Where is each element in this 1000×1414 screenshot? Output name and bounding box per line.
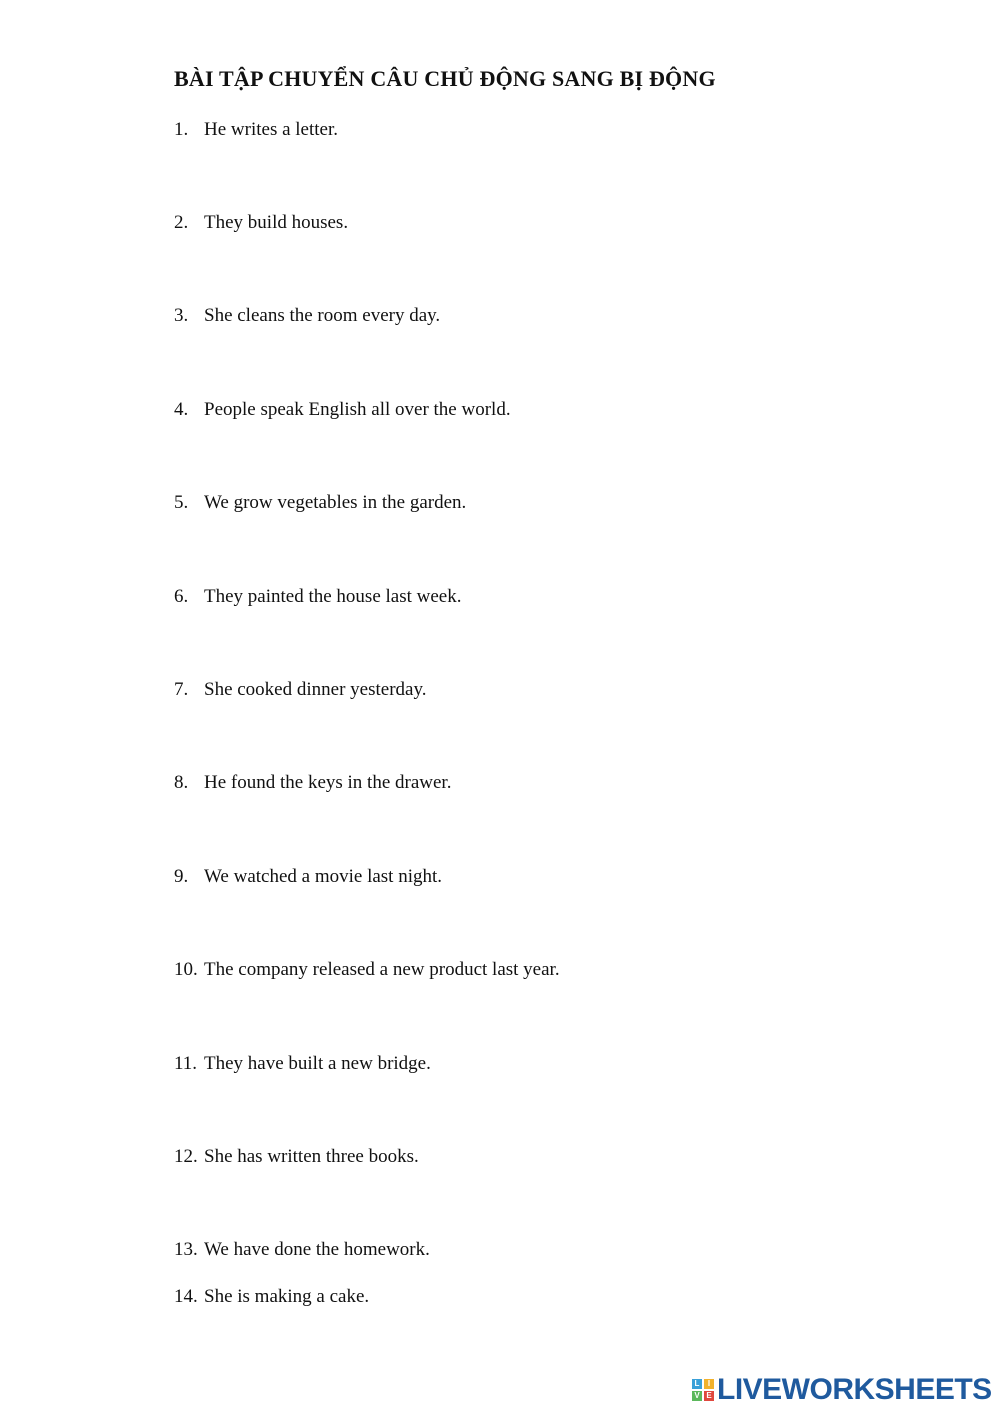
exercise-sentence: They painted the house last week.	[204, 586, 462, 607]
logo-mark-letter: E	[704, 1391, 714, 1401]
exercise-sentence: They build houses.	[204, 212, 349, 233]
exercise-item-7	[174, 678, 426, 702]
exercise-number: 1.	[174, 119, 189, 140]
exercise-number: 11.	[174, 1053, 198, 1074]
exercise-number: 13.	[174, 1239, 198, 1260]
page-title: BÀI TẬP CHUYỂN CÂU CHỦ ĐỘNG SANG BỊ ĐỘNG	[174, 66, 716, 91]
exercise-sentence: He writes a letter.	[204, 119, 339, 140]
exercise-item-3	[174, 304, 440, 328]
exercise-item-13	[174, 1238, 430, 1262]
exercise-item-10	[174, 958, 560, 982]
exercise-number: 2.	[174, 212, 189, 233]
logo-wordmark: LIVEWORKSHEETS	[717, 1373, 992, 1406]
exercise-item-4	[174, 398, 511, 422]
exercise-item-12	[174, 1145, 419, 1169]
exercise-sentence: People speak English all over the world.	[204, 399, 511, 420]
exercise-sentence: We have done the homework.	[204, 1239, 430, 1260]
exercise-sentence: She cleans the room every day.	[204, 305, 441, 326]
exercise-item-9	[174, 865, 442, 889]
exercise-sentence: We grow vegetables in the garden.	[204, 492, 467, 513]
exercise-number: 8.	[174, 772, 189, 793]
exercise-sentence: She cooked dinner yesterday.	[204, 679, 427, 700]
exercise-number: 10.	[174, 959, 198, 980]
logo-mark-letter: L	[692, 1379, 702, 1389]
exercise-number: 9.	[174, 866, 189, 887]
exercise-number: 4.	[174, 399, 189, 420]
exercise-number: 7.	[174, 679, 189, 700]
exercise-sentence: She has written three books.	[204, 1146, 419, 1167]
exercise-number: 3.	[174, 305, 189, 326]
liveworksheets-mark-icon	[692, 1379, 714, 1401]
exercise-sentence: They have built a new bridge.	[204, 1053, 431, 1074]
exercise-item-5	[174, 491, 466, 515]
exercise-number: 14.	[174, 1286, 198, 1307]
exercise-sentence: The company released a new product last year.	[204, 959, 560, 980]
exercise-item-11	[174, 1052, 431, 1076]
exercise-item-1	[174, 118, 338, 142]
exercise-number: 6.	[174, 586, 189, 607]
exercise-item-8	[174, 771, 451, 795]
exercise-sentence: She is making a cake.	[204, 1286, 370, 1307]
exercise-item-14	[174, 1285, 369, 1309]
exercise-sentence: We watched a movie last night.	[204, 866, 443, 887]
logo-mark-letter: V	[692, 1391, 702, 1401]
logo-mark-letter: I	[704, 1379, 714, 1389]
exercise-number: 5.	[174, 492, 189, 513]
exercise-item-6	[174, 585, 461, 609]
exercise-item-2	[174, 211, 348, 235]
liveworksheets-logo	[692, 1374, 992, 1406]
exercise-sentence: He found the keys in the drawer.	[204, 772, 452, 793]
exercise-number: 12.	[174, 1146, 198, 1167]
